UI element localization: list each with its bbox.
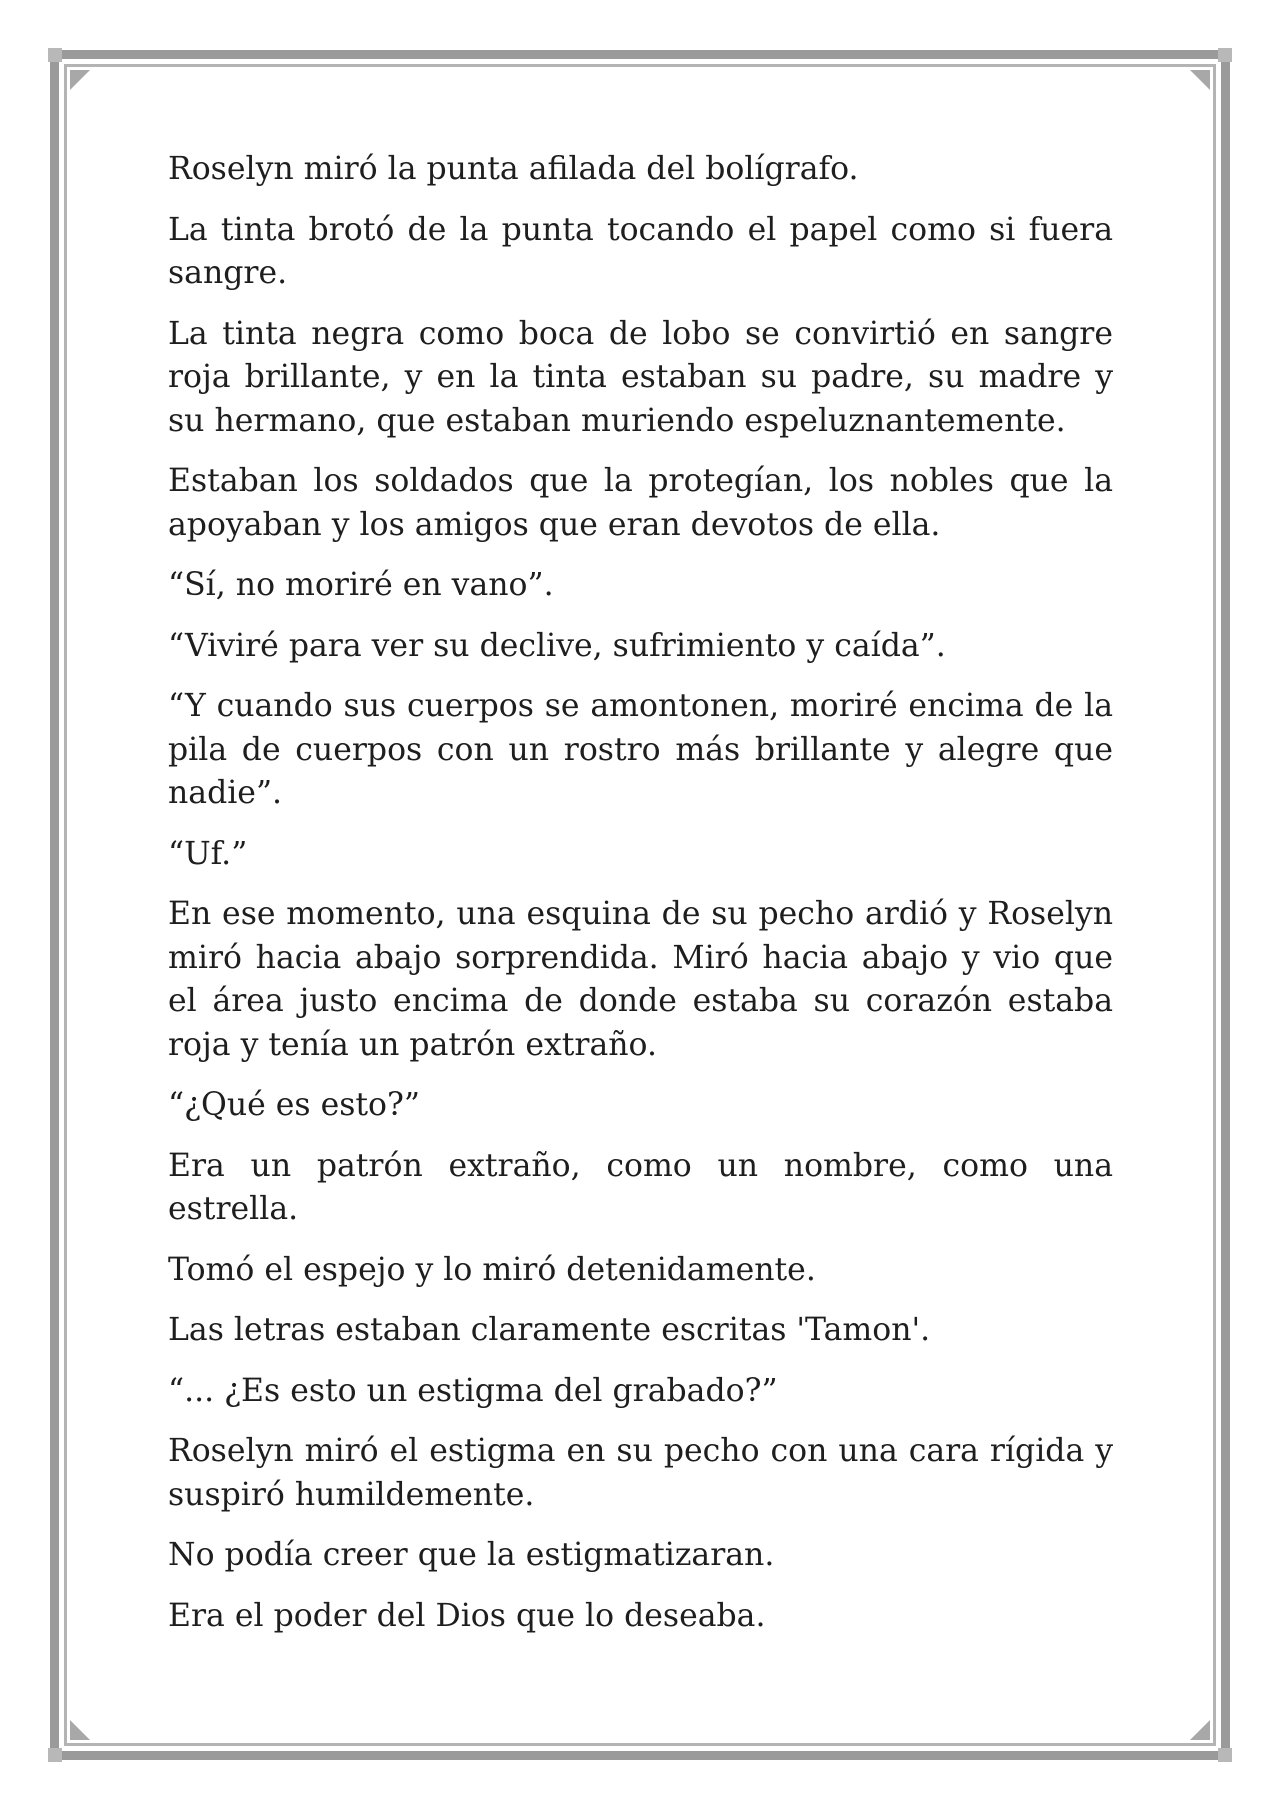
paragraph: “¿Qué es esto?” xyxy=(168,1087,420,1123)
corner-square-bl xyxy=(48,1748,62,1762)
paragraph: Era el poder del Dios que lo deseaba. xyxy=(168,1597,766,1634)
paragraph: Roselyn miró el estigma en su pecho con una cara rígida y suspiró humildemente. xyxy=(168,1433,1113,1513)
paragraph: La tinta brotó de la punta tocando el papel como si fuera sangre. xyxy=(168,211,1113,291)
corner-square-tl xyxy=(48,48,62,62)
paragraph: No podía creer que la estigmatizaran. xyxy=(168,1537,775,1573)
paragraph: Era un patrón extraño, como un nombre, como una estrella. xyxy=(168,1147,1113,1227)
paragraph: Roselyn miró la punta afilada del bolígrafo. xyxy=(168,151,859,187)
paragraph: Las letras estaban claramente escritas 'Tamon'. xyxy=(168,1312,931,1348)
corner-triangle-bl xyxy=(70,1720,90,1740)
paragraph: “Sí, no moriré en vano”. xyxy=(168,567,554,603)
corner-square-br xyxy=(1218,1748,1232,1762)
paragraph: “Uf.” xyxy=(168,835,248,872)
paragraph: En ese momento, una esquina de su pecho ardió y Roselyn miró hacia abajo sorprendida. Miró hacia abajo y vio que el área justo encima de donde estaba su corazón estaba roja y tenía un patrón extraño. xyxy=(168,896,1113,1063)
paragraph: La tinta negra como boca de lobo se convirtió en sangre roja brillante, y en la tinta estaban su padre, su madre y su hermano, que estaban muriendo espeluznantemente. xyxy=(168,315,1113,439)
corner-triangle-br xyxy=(1190,1720,1210,1740)
paragraph: “Y cuando sus cuerpos se amontonen, moriré encima de la pila de cuerpos con un rostro más brillante y alegre que nadie”. xyxy=(168,688,1113,811)
paragraph: “Viviré para ver su declive, sufrimiento y caída”. xyxy=(168,627,946,664)
corner-triangle-tr xyxy=(1190,70,1210,90)
story-text xyxy=(168,148,1113,1655)
paragraph: “... ¿Es esto un estigma del grabado?” xyxy=(168,1372,778,1409)
paragraph: Estaban los soldados que la protegían, los nobles que la apoyaban y los amigos que eran devotos de ella. xyxy=(168,463,1113,543)
corner-square-tr xyxy=(1218,48,1232,62)
paragraph: Tomó el espejo y lo miró detenidamente. xyxy=(168,1251,816,1288)
corner-triangle-tl xyxy=(70,70,90,90)
